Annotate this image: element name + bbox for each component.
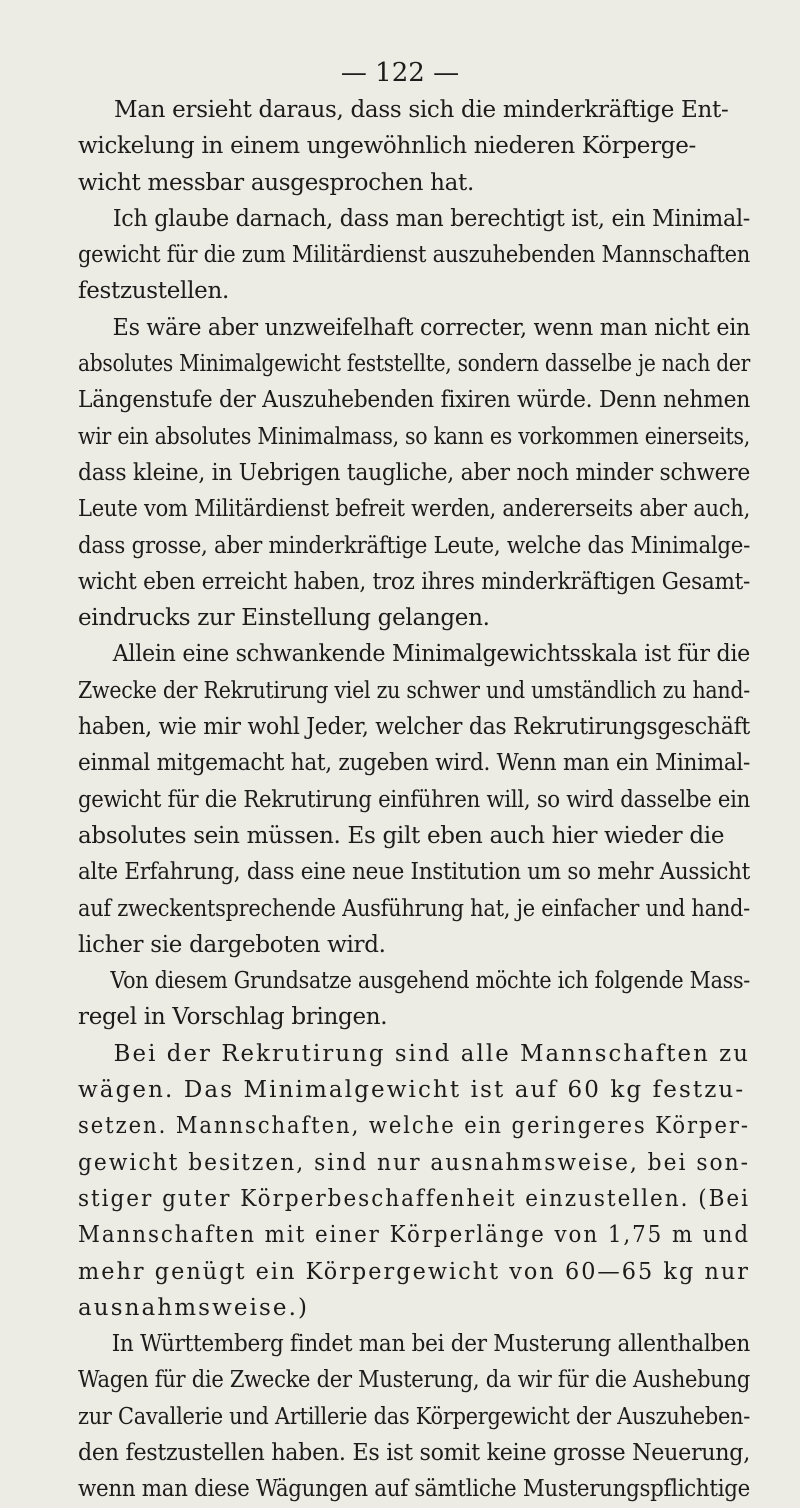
text-line: zur Cavallerie und Artillerie das Körpergewicht der Auszuheben- bbox=[78, 1403, 751, 1430]
text-line: wicht messbar ausgesprochen hat. bbox=[78, 169, 474, 196]
text-line: wicht eben erreicht haben, troz ihres minderkräftigen Gesamt- bbox=[78, 568, 751, 595]
text-line: eindrucks zur Einstellung gelangen. bbox=[78, 605, 490, 632]
page-number: — 122 — bbox=[340, 58, 460, 88]
text-line: regel in Vorschlag bringen. bbox=[78, 1004, 388, 1031]
text-line: wägen. Das Minimalgewicht ist auf 60 kg festzu- bbox=[78, 1077, 746, 1104]
text-line: gewicht für die zum Militärdienst auszuhebenden Mannschaften bbox=[78, 242, 751, 269]
paragraph bbox=[78, 636, 750, 963]
paragraph bbox=[78, 92, 750, 201]
text-line: absolutes Minimalgewicht feststellte, sondern dasselbe je nach der bbox=[78, 351, 750, 378]
paragraph bbox=[78, 310, 750, 637]
text-line: stiger guter Körperbeschaffenheit einzustellen. (Bei bbox=[78, 1185, 751, 1212]
text-line: Mannschaften mit einer Körperlänge von 1,75 m und bbox=[78, 1222, 751, 1249]
text-line: wickelung in einem ungewöhnlich niederen Körperge- bbox=[78, 133, 697, 160]
text-line: Von diesem Grundsatze ausgehend möchte ich folgende Mass- bbox=[110, 968, 750, 995]
text-line: absolutes sein müssen. Es gilt eben auch hier wieder die bbox=[78, 822, 725, 849]
emphasized-paragraph bbox=[78, 1036, 750, 1326]
text-line: einmal mitgemacht hat, zugeben wird. Wenn man ein Minimal- bbox=[78, 750, 751, 777]
paragraph bbox=[78, 201, 750, 310]
text-line: gewicht besitzen, sind nur ausnahmsweise, bei son- bbox=[78, 1149, 750, 1176]
text-line: wir ein absolutes Minimalmass, so kann es vorkommen einerseits, bbox=[78, 423, 751, 450]
text-line: festzustellen. bbox=[78, 278, 230, 305]
text-line: Man ersieht daraus, dass sich die minderkräftige Ent- bbox=[114, 97, 729, 123]
text-line: Allein eine schwankende Minimalgewichtsskala ist für die bbox=[112, 641, 751, 668]
text-line: Längenstufe der Auszuhebenden fixiren würde. Denn nehmen bbox=[78, 387, 750, 414]
text-line: In Württemberg findet man bei der Musterung allenthalben bbox=[111, 1331, 750, 1358]
paragraph bbox=[78, 963, 750, 1036]
text-line: Es wäre aber unzweifelhaft correcter, wenn man nicht ein bbox=[112, 314, 751, 341]
text-line: licher sie dargeboten wird. bbox=[78, 931, 386, 958]
text-line: Ich glaube darnach, dass man berechtigt ist, ein Minimal- bbox=[112, 205, 751, 232]
text-line: haben, wie mir wohl Jeder, welcher das Rekrutirungsgeschäft bbox=[78, 714, 750, 741]
paragraph bbox=[78, 1326, 750, 1507]
body-text bbox=[78, 92, 750, 1508]
text-line: Zwecke der Rekrutirung viel zu schwer und umständlich zu hand- bbox=[78, 677, 750, 704]
text-line: Wagen für die Zwecke der Musterung, da wir für die Aushebung bbox=[78, 1367, 750, 1394]
text-line: den festzustellen haben. Es ist somit keine grosse Neuerung, bbox=[78, 1439, 750, 1466]
text-line: setzen. Mannschaften, welche ein geringeres Körper- bbox=[78, 1113, 750, 1140]
text-line: gewicht für die Rekrutirung einführen will, so wird dasselbe ein bbox=[78, 786, 751, 813]
text-line: dass kleine, in Uebrigen taugliche, aber noch minder schwere bbox=[78, 459, 751, 486]
text-line: auf zweckentsprechende Ausführung hat, je einfacher und hand- bbox=[78, 895, 750, 922]
text-line: ausnahmsweise.) bbox=[78, 1294, 310, 1321]
text-line: alte Erfahrung, dass eine neue Institution um so mehr Aussicht bbox=[78, 859, 750, 886]
text-line: Bei der Rekrutirung sind alle Mannschaften zu bbox=[113, 1040, 751, 1067]
text-line: mehr genügt ein Körpergewicht von 60—65 kg nur bbox=[78, 1258, 751, 1285]
text-line: dass grosse, aber minderkräftige Leute, welche das Minimalge- bbox=[78, 532, 751, 559]
text-line: Leute vom Militärdienst befreit werden, andererseits aber auch, bbox=[78, 496, 750, 523]
text-line: wenn man diese Wägungen auf sämtliche Musterungspflichtige bbox=[78, 1476, 751, 1503]
